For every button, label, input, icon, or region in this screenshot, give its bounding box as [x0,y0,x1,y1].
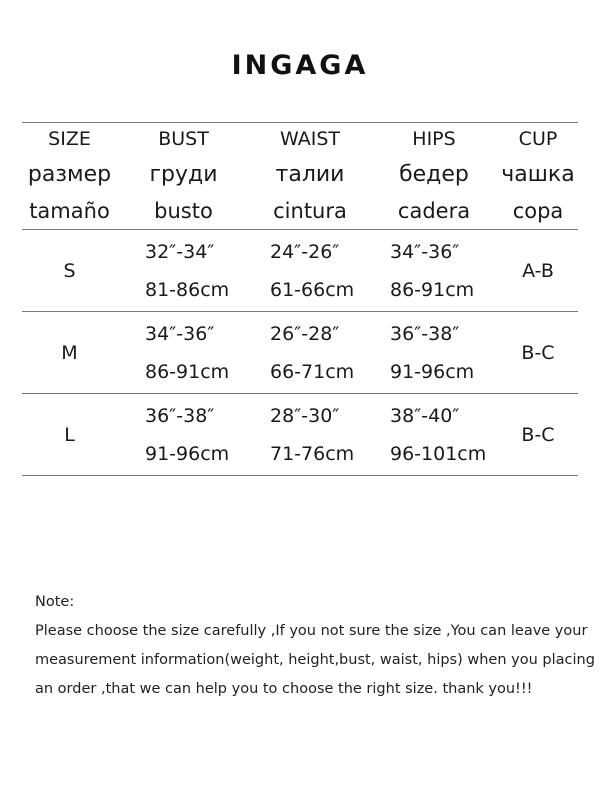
hips-cm: 96-101cm [390,442,487,465]
hips-inches: 34″-36″ [390,240,460,263]
header-size-ru: размер [27,161,112,187]
table-row [22,230,578,311]
hips-inches: 36″-38″ [390,322,460,345]
hips-inches: 38″-40″ [390,404,460,427]
row-cup: A-B [522,259,554,282]
size-note [35,588,595,704]
header-hips-ru: бедер [399,161,469,187]
header-cup: CUP [518,128,558,150]
note-title: Note: [35,594,75,610]
header-row-english [22,123,578,155]
header-size-es: tamaño [29,199,110,223]
bust-cm: 81-86cm [145,278,230,301]
bust-cm: 91-96cm [145,442,230,465]
row-cup: B-C [521,423,555,446]
table-bottom-divider [22,475,578,476]
row-bust [117,394,250,475]
waist-inches: 26″-28″ [270,322,340,345]
row-size-label: M [61,341,78,364]
note-line: measurement information(weight, height,bust, waist, hips) when you placing [35,652,595,668]
waist-inches: 28″-30″ [270,404,340,427]
header-waist-es: cintura [273,199,347,223]
row-hips [370,312,498,393]
waist-cm: 71-76cm [270,442,355,465]
row-bust [117,230,250,311]
header-waist: WAIST [279,128,340,150]
waist-inches: 24″-26″ [270,240,340,263]
note-line: Please choose the size carefully ,If you not sure the size ,You can leave your [35,623,588,639]
hips-cm: 86-91cm [390,278,475,301]
row-size-label: S [63,259,76,282]
hips-cm: 91-96cm [390,360,475,383]
row-waist [250,394,370,475]
header-bust: BUST [158,128,209,150]
header-row-spanish [22,193,578,229]
size-chart-table [22,122,578,476]
row-hips [370,230,498,311]
header-cup-es: copa [512,199,564,223]
header-row-russian [22,155,578,193]
waist-cm: 61-66cm [270,278,355,301]
bust-inches: 32″-34″ [145,240,215,263]
row-cup: B-C [521,341,555,364]
header-size: SIZE [48,128,91,150]
row-hips [370,394,498,475]
header-cup-ru: чашка [501,161,575,187]
row-waist [250,312,370,393]
table-row [22,394,578,475]
header-bust-es: busto [154,199,213,223]
bust-inches: 36″-38″ [145,404,215,427]
row-size-label: L [64,423,75,446]
bust-cm: 86-91cm [145,360,230,383]
header-hips-es: cadera [397,199,471,223]
brand-logo: INGAGA [231,50,369,81]
row-bust [117,312,250,393]
bust-inches: 34″-36″ [145,322,215,345]
note-line: an order ,that we can help you to choose the right size. thank you!!! [35,681,533,697]
header-waist-ru: талии [275,161,345,187]
row-waist [250,230,370,311]
table-row [22,312,578,393]
header-bust-ru: груди [149,161,218,187]
waist-cm: 66-71cm [270,360,355,383]
header-hips: HIPS [412,128,456,150]
